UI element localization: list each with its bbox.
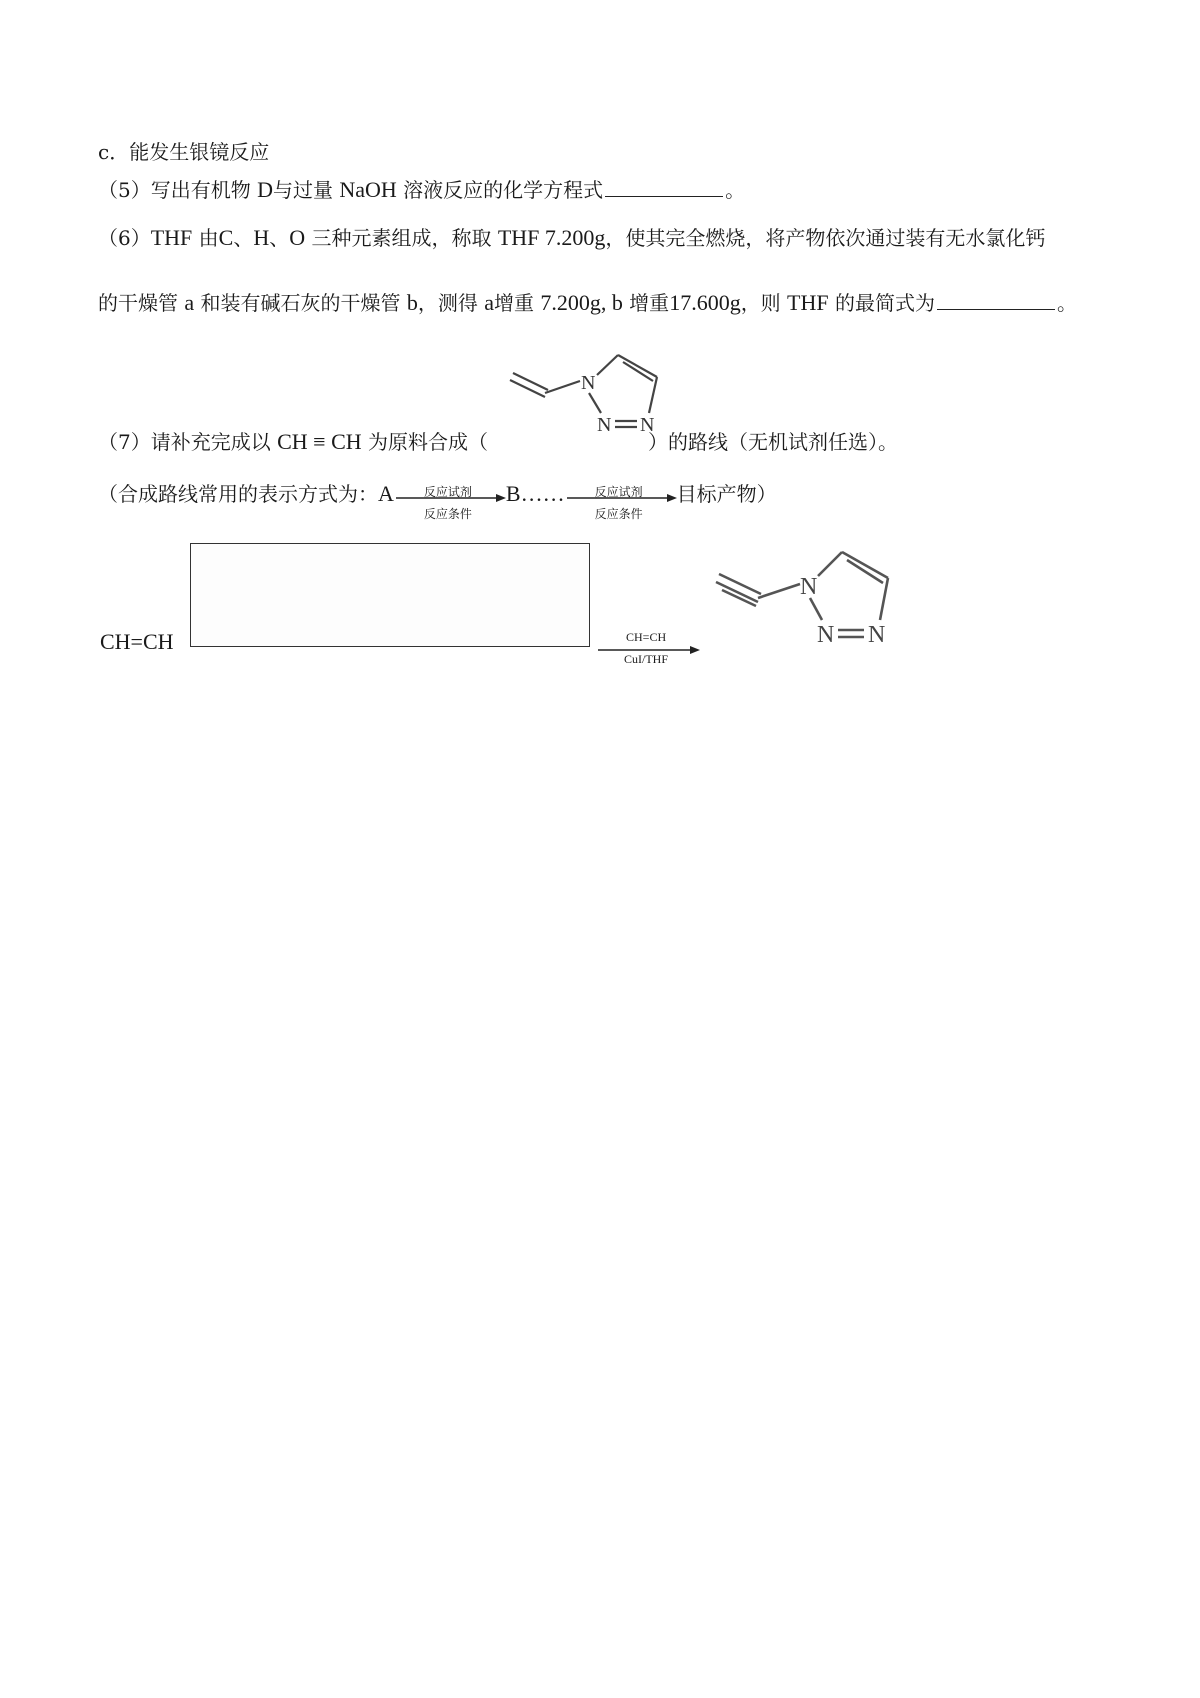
q6b-t2: ，测得: [417, 291, 485, 315]
q6b-tube-a: a: [184, 290, 195, 315]
q6-t4: 三种元素组成，称取: [305, 226, 498, 250]
q6-element-c: C: [218, 225, 234, 250]
hint-arrow-2-reagent: 反应试剂: [594, 485, 643, 499]
hint-arrow-2: [565, 480, 677, 521]
q6-t5: ，使其完全燃烧，将产物依次通过装有无水氯化钙: [605, 226, 1046, 250]
q6b-t4: 增重: [622, 291, 670, 315]
hint-arrow-1-reagent: 反应试剂: [423, 485, 472, 499]
hint-end: 目标产物）: [676, 482, 777, 506]
route-ring-n1-label: N: [800, 574, 818, 600]
q5-suffix: 溶液反应的化学方程式: [396, 178, 604, 202]
question-7: [98, 428, 898, 456]
q6b-thf: THF: [787, 290, 829, 315]
ring-n3-label: N: [640, 414, 655, 436]
q6b-end: 。: [1056, 291, 1077, 315]
q5-compound-d: D: [257, 177, 273, 202]
target-molecule-route: [710, 540, 910, 660]
route-answer-box[interactable]: [190, 543, 590, 647]
q6-thf-mass: THF 7.200g: [497, 225, 606, 250]
route-final-arrow: [596, 630, 700, 670]
hint-arrow-1: [394, 480, 506, 521]
q6-thf: THF: [150, 225, 193, 250]
q6-answer-blank[interactable]: [937, 289, 1055, 310]
q5-naoh: NaOH: [339, 177, 397, 202]
q7-suffix: ）的路线（无机试剂任选）。: [647, 430, 898, 454]
q6b-mass-b: 17.600g: [669, 290, 741, 315]
q6-t3: 、: [269, 226, 290, 250]
hint-b: B……: [505, 481, 565, 506]
route-hint: [98, 480, 777, 521]
route-ring-n2-label: N: [817, 622, 835, 648]
q5-end: 。: [725, 178, 746, 202]
q6b-prefix: 的干燥管: [98, 291, 185, 315]
route-arrow-condition: CuI/THF: [624, 652, 669, 666]
route-arrow-reagent: CH=CH: [626, 630, 667, 644]
q6-element-o: O: [289, 225, 306, 250]
q7-raw-material: CH ≡ CH: [277, 429, 362, 454]
q6b-t5: ，则: [740, 291, 788, 315]
hint-arrow-1-condition: 反应条件: [423, 507, 472, 521]
q6b-tube-a-2: a: [484, 290, 494, 315]
option-c-text: c．能发生银镜反应: [98, 140, 270, 164]
question-6-line-1: [98, 224, 1045, 252]
question-6-line-2: [98, 289, 1077, 317]
hint-prefix: （合成路线常用的表示方式为：: [98, 482, 378, 506]
q6b-t6: 的最简式为: [828, 291, 935, 315]
q5-answer-blank[interactable]: [605, 176, 723, 197]
q6b-tube-b: b: [406, 290, 418, 315]
hint-arrow-2-condition: 反应条件: [594, 507, 643, 521]
q6-prefix: （6）: [98, 226, 151, 250]
question-5: [98, 176, 745, 204]
q6-t2: 、: [233, 226, 254, 250]
q6b-t1: 和装有碱石灰的干燥管: [194, 291, 407, 315]
hint-a: A: [378, 481, 394, 506]
q6-t1: 由: [192, 226, 219, 250]
ring-n2-label: N: [597, 414, 612, 436]
route-start-material: CH=CH: [100, 629, 174, 654]
q5-mid: 与过量: [272, 178, 340, 202]
line-option-c: [98, 138, 269, 166]
route-ring-n3-label: N: [868, 622, 886, 648]
q6b-mass-a: 7.200g, b: [540, 290, 623, 315]
q7-prefix: （7）请补充完成以: [98, 430, 278, 454]
q5-prefix: （5）写出有机物: [98, 178, 258, 202]
ring-n1-label: N: [581, 372, 596, 394]
q7-mid: 为原料合成（: [361, 430, 488, 454]
q6b-t3: 增重: [493, 291, 541, 315]
q6-element-h: H: [253, 225, 270, 250]
